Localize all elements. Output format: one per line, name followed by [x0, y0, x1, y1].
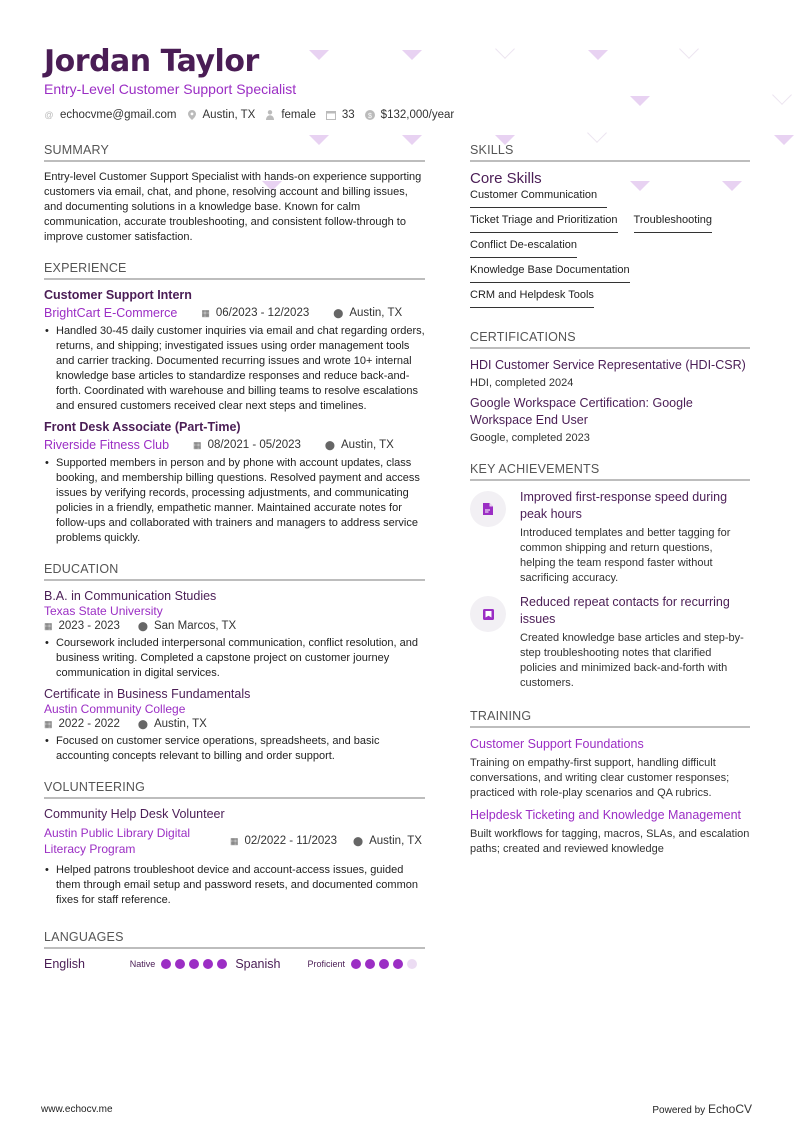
- decor-chevron: [495, 39, 515, 59]
- company-name: BrightCart E-Commerce: [44, 306, 178, 320]
- school: Austin Community College: [44, 702, 186, 716]
- location-pin-icon: ⬤: [333, 307, 344, 318]
- echocv-brand-link[interactable]: EchoCV: [707, 1102, 752, 1116]
- volunteer-org: Austin Public Library Digital Literacy Program: [44, 826, 191, 856]
- language-level: Native: [129, 959, 156, 969]
- location-pin-icon: ⬤: [324, 439, 335, 450]
- left-column: [44, 143, 425, 987]
- training-desc: Training on empathy-first support, handling difficult conversations, and writing clear customer responses; practiced with role-play scenarios and QA rubrics.: [470, 757, 730, 799]
- languages-section: [44, 930, 425, 971]
- location-pin-icon: ⬤: [353, 835, 364, 846]
- school: Texas State University: [44, 604, 163, 618]
- contact-age: 33: [326, 109, 355, 121]
- skill-tag: Knowledge Base Documentation: [470, 264, 630, 283]
- contact-gender: female: [265, 109, 316, 121]
- achievement-desc: Introduced templates and better tagging for common shipping and return questions, helping the team respond faster without sacrificing accuracy.: [520, 527, 731, 584]
- svg-text:$: $: [367, 113, 372, 120]
- skill-tag: Ticket Triage and Prioritization: [470, 214, 618, 233]
- education-item: B.A. in Communication Studies Texas State University ▦ 2023 - 2023 ⬤ San Marcos, TX • Coursework included interpersonal communication, conflict resolution, and business writing. Completed a capstone project on customer journey communication in digital services.: [44, 589, 425, 681]
- bookmark-icon: [470, 596, 506, 632]
- language-rating: [351, 959, 417, 969]
- certifications-section: [470, 330, 750, 444]
- job-bullet: • Supported members in person and by phone with account updates, class booking, and membership billing questions. Resolved payment and access issues by verifying records, processing adjustments, and communicating policies in a friendly, empathetic manner. Maintained accurate notes for follow-ups and collaborated with trainers and managers to address service problems quickly.: [56, 456, 425, 546]
- achievement-item: [470, 489, 750, 586]
- section-title: CERTIFICATIONS: [470, 330, 750, 349]
- volunteer-role: Community Help Desk Volunteer: [44, 807, 225, 821]
- training-section: [470, 709, 750, 857]
- contact-email[interactable]: @ echocvme@gmail.com: [44, 109, 177, 121]
- job-dates: 08/2021 - 05/2023: [207, 439, 301, 451]
- section-title: SKILLS: [470, 143, 750, 162]
- training-desc: Built workflows for tagging, macros, SLAs, and escalation paths; created and reviewed knowledge: [470, 828, 750, 855]
- right-column: [470, 143, 750, 873]
- contact-row: [44, 109, 454, 121]
- summary-text: Entry-level Customer Support Specialist with hands-on experience supporting customers via email, chat, and phone, resolving account and billing issues, and documenting solutions in a knowledge base. Known for calm communication, accurate troubleshooting, and consistent follow-through to improve customer satisfaction.: [44, 171, 422, 243]
- decor-triangle: [774, 135, 794, 145]
- skills-group-title: Core Skills: [470, 170, 542, 187]
- experience-section: [44, 261, 425, 546]
- decor-chevron: [772, 85, 792, 105]
- contact-location: Austin, TX: [187, 109, 256, 121]
- achievements-section: [470, 462, 750, 691]
- calendar-icon: [326, 110, 336, 120]
- training-title: Helpdesk Ticketing and Knowledge Management: [470, 808, 742, 822]
- achievement-item: [470, 594, 750, 691]
- education-section: [44, 562, 425, 764]
- language-name: English: [44, 957, 85, 971]
- certification-issuer: HDI, completed 2024: [470, 377, 574, 389]
- certification-name: HDI Customer Service Representative (HDI-CSR): [470, 358, 746, 372]
- skill-tag: Conflict De-escalation: [470, 239, 577, 258]
- section-title: EXPERIENCE: [44, 261, 425, 280]
- decor-triangle: [588, 50, 608, 60]
- calendar-icon: ▦: [193, 439, 202, 450]
- decor-chevron: [679, 39, 699, 59]
- at-icon: @: [44, 110, 54, 120]
- section-title: KEY ACHIEVEMENTS: [470, 462, 750, 481]
- section-title: VOLUNTEERING: [44, 780, 425, 799]
- education-bullet: • Focused on customer service operations, spreadsheets, and basic accounting concepts relevant to billing and order support.: [56, 734, 425, 764]
- section-title: LANGUAGES: [44, 930, 425, 949]
- contact-salary: $ $132,000/year: [365, 109, 455, 121]
- job-bullet: • Handled 30-45 daily customer inquiries via email and chat regarding orders, returns, and shipping; investigated issues using order management tools and carrier tracking. Documented recurring issues and wrote 10+ internal knowledge base articles to standardize responses and reduce back-and-forth. Coordinated with warehouse and billing teams to resolve escalations and ensured customers received clear next steps and timelines.: [56, 324, 425, 414]
- section-title: SUMMARY: [44, 143, 425, 162]
- degree: B.A. in Communication Studies: [44, 589, 217, 603]
- decor-chevron: [587, 123, 607, 143]
- footer-powered-by: Powered by EchoCV: [652, 1102, 752, 1116]
- language-name: Spanish: [235, 957, 281, 971]
- achievement-title: Reduced repeat contacts for recurring issues: [520, 595, 730, 626]
- calendar-icon: ▦: [230, 835, 239, 846]
- job-title: Front Desk Associate (Part-Time): [44, 420, 241, 434]
- language-rating: [161, 959, 227, 969]
- job-location: Austin, TX: [341, 439, 394, 451]
- achievement-title: Improved first-response speed during peak hours: [520, 490, 728, 521]
- summary-section: [44, 143, 425, 245]
- job-dates: 06/2023 - 12/2023: [215, 307, 310, 319]
- footer-website-link[interactable]: www.echocv.me: [41, 1104, 113, 1115]
- experience-item: [44, 420, 425, 546]
- resume-header: [44, 44, 454, 121]
- volunteer-bullet: • Helped patrons troubleshoot device and account-access issues, guided them through email setup and password resets, and documented common fixes for staff reference.: [56, 863, 425, 908]
- education-item: Certificate in Business Fundamentals Austin Community College ▦ 2022 - 2022 ⬤ Austin, TX • Focused on customer service operations, spreadsheets, and basic accounting concepts relevant to billing and order support.: [44, 687, 425, 764]
- certification-name: Google Workspace Certification: Google Workspace End User: [470, 396, 693, 427]
- calendar-icon: ▦: [201, 307, 210, 318]
- job-title: Customer Support Intern: [44, 288, 192, 302]
- location-pin-icon: [187, 110, 197, 120]
- decor-triangle: [630, 96, 650, 106]
- dollar-icon: [365, 110, 375, 120]
- job-location: Austin, TX: [349, 307, 403, 319]
- section-title: TRAINING: [470, 709, 750, 728]
- skill-tag: Troubleshooting: [634, 214, 712, 233]
- calendar-icon: ▦: [44, 718, 53, 729]
- degree: Certificate in Business Fundamentals: [44, 687, 251, 701]
- section-title: EDUCATION: [44, 562, 425, 581]
- candidate-title: Entry-Level Customer Support Specialist: [44, 81, 297, 97]
- skills-list: [470, 189, 750, 308]
- location-pin-icon: ⬤: [137, 718, 148, 729]
- skill-tag: Customer Communication: [470, 189, 607, 208]
- document-icon: [470, 491, 506, 527]
- candidate-name: Jordan Taylor: [44, 44, 259, 79]
- person-icon: [265, 110, 275, 120]
- certification-issuer: Google, completed 2023: [470, 432, 590, 444]
- skills-section: [470, 143, 750, 308]
- calendar-icon: ▦: [44, 620, 53, 631]
- language-level: Proficient: [307, 959, 345, 969]
- company-name: Riverside Fitness Club: [44, 438, 170, 452]
- achievement-desc: Created knowledge base articles and step-by-step troubleshooting notes that clarified policies and minimized back-and-forth with customers.: [520, 632, 744, 689]
- skill-tag: CRM and Helpdesk Tools: [470, 289, 594, 308]
- location-pin-icon: ⬤: [137, 620, 148, 631]
- education-bullet: • Coursework included interpersonal communication, conflict resolution, and business writing. Completed a capstone project on customer journey communication in digital services.: [56, 636, 425, 681]
- volunteering-section: VOLUNTEERING Community Help Desk Volunteer Austin Public Library Digital Literacy Program ▦ 02/2022 - 11/2023 ⬤ Austin, TX • Helped patrons troubleshoot device and account-access issues, guided them through email setup and password resets, and documented common fixes for staff reference.: [44, 780, 425, 908]
- training-title: Customer Support Foundations: [470, 737, 644, 751]
- experience-item: [44, 288, 425, 414]
